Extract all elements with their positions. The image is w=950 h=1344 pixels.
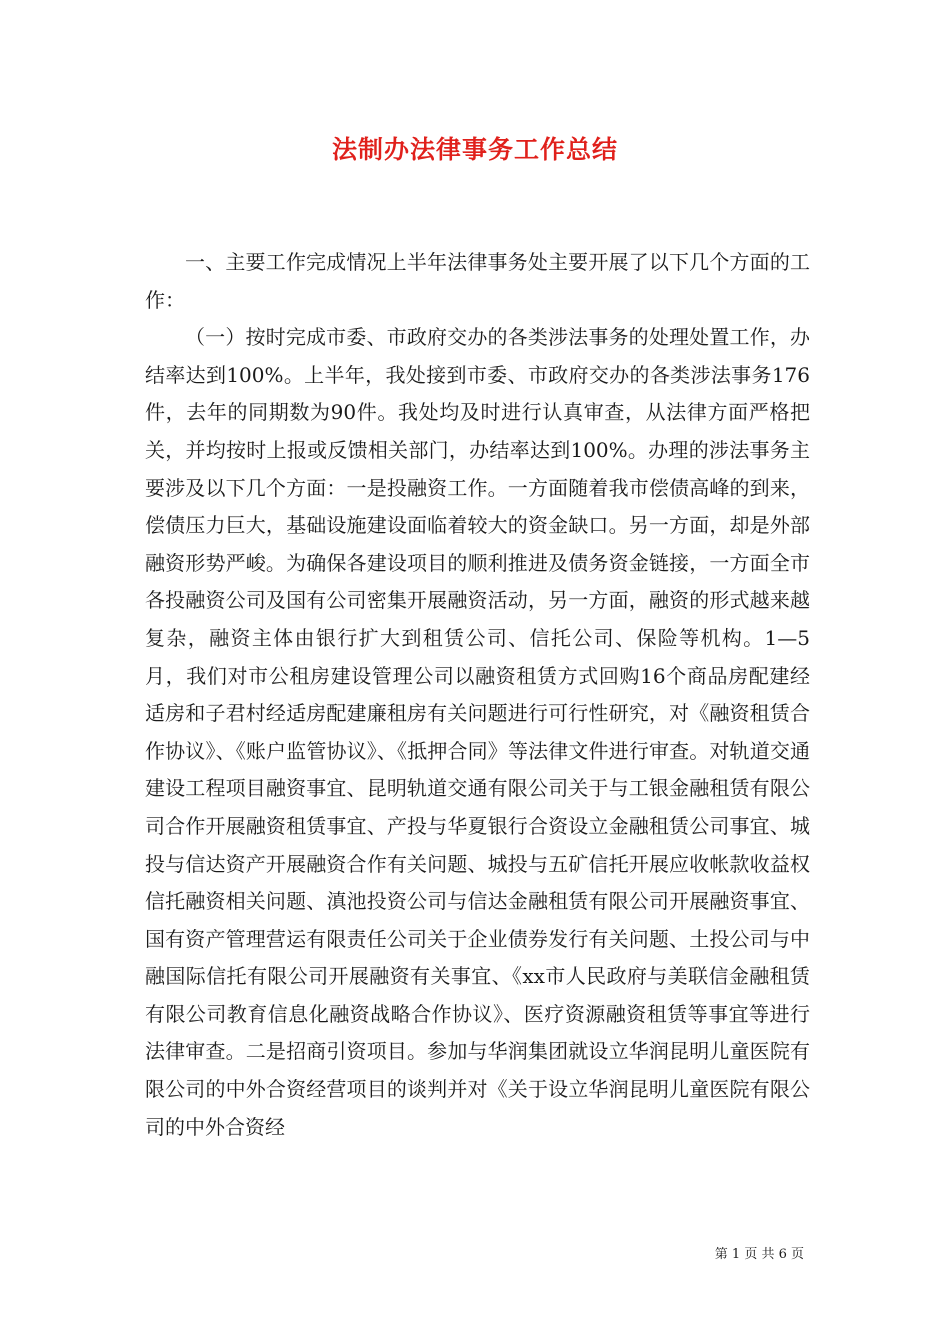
page-number-footer: 第 1 页 共 6 页	[714, 1247, 804, 1262]
document-body	[145, 244, 810, 1146]
paragraph-section-1: （一）按时完成市委、市政府交办的各类涉法事务的处理处置工作，办结率达到100%。上半年，我处接到市委、市政府交办的各类涉法事务176件，去年的同期数为90件。我处均及时进行认真审查，从法律方面严格把关，并均按时上报或反馈相关部门，办结率达到100%。办理的涉法事务主要涉及以下几个方面：一是投融资工作。一方面随着我市偿债高峰的到来，偿债压力巨大，基础设施建设面临着较大的资金缺口。另一方面，却是外部融资形势严峻。为确保各建设项目的顺利推进及债务资金链接，一方面全市各投融资公司及国有公司密集开展融资活动，另一方面，融资的形式越来越复杂，融资主体由银行扩大到租赁公司、信托公司、保险等机构。1—5月，我们对市公租房建设管理公司以融资租赁方式回购16个商品房配建经适房和子君村经适房配建廉租房有关问题进行可行性研究，对《融资租赁合作协议》、《账户监管协议》、《抵押合同》等法律文件进行审查。对轨道交通建设工程项目融资事宜、昆明轨道交通有限公司关于与工银金融租赁有限公司合作开展融资租赁事宜、产投与华夏银行合资设立金融租赁公司事宜、城投与信达资产开展融资合作有关问题、城投与五矿信托开展应收帐款收益权信托融资相关问题、滇池投资公司与信达金融租赁有限公司开展融资事宜、国有资产管理营运有限责任公司关于企业债券发行有关问题、土投公司与中融国际信托有限公司开展融资有关事宜、《xx市人民政府与美联信金融租赁有限公司教育信息化融资战略合作协议》、医疗资源融资租赁等事宜等进行法律审查。二是招商引资项目。参加与华润集团就设立华润昆明儿童医院有限公司的中外合资经营项目的谈判并对《关于设立华润昆明儿童医院有限公司的中外合资经	[145, 325, 810, 1139]
paragraph-intro: 一、主要工作完成情况上半年法律事务处主要开展了以下几个方面的工作：	[145, 250, 810, 312]
document-title: 法制办法律事务工作总结	[331, 135, 618, 164]
